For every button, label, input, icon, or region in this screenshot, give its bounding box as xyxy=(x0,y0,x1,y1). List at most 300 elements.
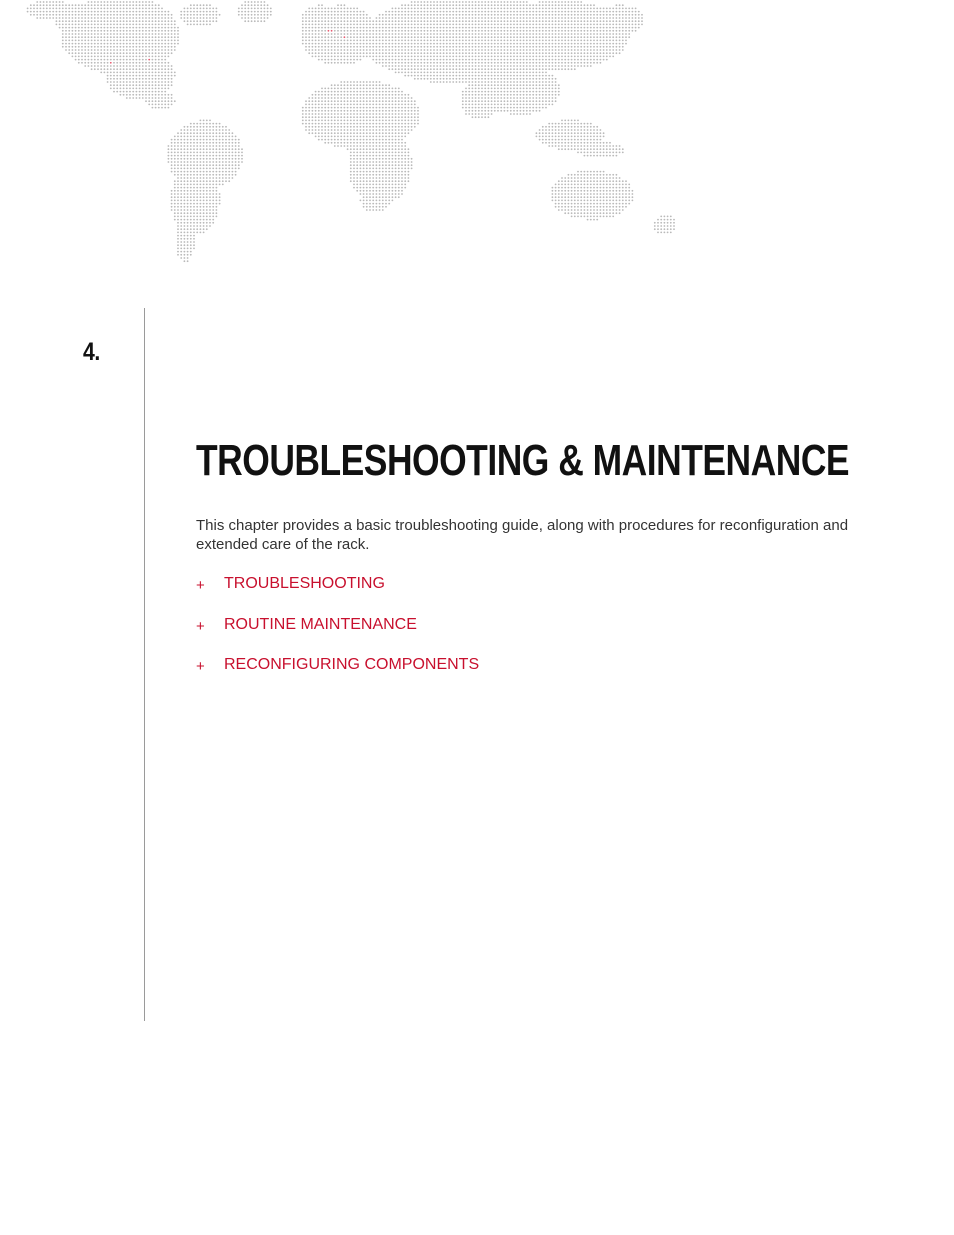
map-dot xyxy=(62,17,64,19)
map-dot xyxy=(72,27,74,29)
map-dot xyxy=(408,72,410,74)
map-dot xyxy=(353,88,355,90)
map-dot xyxy=(526,49,528,51)
map-dot xyxy=(472,27,474,29)
map-dot xyxy=(366,120,368,122)
map-dot xyxy=(340,88,342,90)
map-dot xyxy=(548,30,550,32)
map-dot xyxy=(385,52,387,54)
map-dot xyxy=(452,40,454,42)
map-dot xyxy=(100,40,102,42)
map-dot xyxy=(328,30,330,32)
map-dot xyxy=(526,88,528,90)
map-dot xyxy=(574,139,576,141)
map-dot xyxy=(468,68,470,70)
map-dot xyxy=(168,30,170,32)
map-dot xyxy=(113,36,115,38)
map-dot xyxy=(478,75,480,77)
map-dot xyxy=(174,43,176,45)
map-dot xyxy=(120,75,122,77)
map-dot xyxy=(564,52,566,54)
map-dot xyxy=(593,14,595,16)
map-dot xyxy=(206,145,208,147)
map-dot xyxy=(612,148,614,150)
map-dot xyxy=(561,142,563,144)
map-dot xyxy=(465,27,467,29)
map-dot xyxy=(334,62,336,64)
map-dot xyxy=(520,30,522,32)
map-dot xyxy=(449,75,451,77)
map-dot xyxy=(577,129,579,131)
map-dot xyxy=(574,65,576,67)
map-dot xyxy=(113,1,115,3)
map-dot xyxy=(488,40,490,42)
map-dot xyxy=(430,27,432,29)
map-dot xyxy=(465,72,467,74)
map-dot xyxy=(94,27,96,29)
map-dot xyxy=(561,129,563,131)
map-dot xyxy=(484,24,486,26)
map-dot xyxy=(536,136,538,138)
map-dot xyxy=(219,123,221,125)
map-dot xyxy=(193,123,195,125)
map-dot xyxy=(408,132,410,134)
map-dot xyxy=(145,17,147,19)
map-dot xyxy=(529,4,531,6)
map-dot xyxy=(385,27,387,29)
map-dot xyxy=(440,75,442,77)
map-dot xyxy=(427,65,429,67)
map-dot xyxy=(622,43,624,45)
map-dot xyxy=(340,132,342,134)
map-dot xyxy=(366,164,368,166)
map-dot xyxy=(100,14,102,16)
map-dot xyxy=(488,11,490,13)
map-dot xyxy=(347,62,349,64)
map-dot xyxy=(472,104,474,106)
map-dot xyxy=(184,155,186,157)
map-dot xyxy=(264,11,266,13)
map-dot xyxy=(593,129,595,131)
map-dot xyxy=(574,36,576,38)
map-dot xyxy=(353,132,355,134)
map-dot xyxy=(347,123,349,125)
map-dot xyxy=(369,27,371,29)
map-dot xyxy=(430,65,432,67)
map-dot xyxy=(312,49,314,51)
map-dot xyxy=(392,24,394,26)
map-dot xyxy=(72,52,74,54)
map-dot xyxy=(372,20,374,22)
map-dot xyxy=(33,7,35,9)
map-dot xyxy=(100,46,102,48)
map-dot xyxy=(462,104,464,106)
map-dot xyxy=(481,1,483,3)
map-dot xyxy=(334,97,336,99)
map-dot xyxy=(145,84,147,86)
map-dot xyxy=(136,88,138,90)
map-dot xyxy=(408,161,410,163)
map-dot xyxy=(385,155,387,157)
map-dot xyxy=(484,68,486,70)
map-dot xyxy=(561,120,563,122)
map-dot xyxy=(584,43,586,45)
map-dot xyxy=(574,33,576,35)
map-dot xyxy=(401,62,403,64)
map-dot xyxy=(600,59,602,61)
map-dot xyxy=(523,110,525,112)
map-dot xyxy=(136,75,138,77)
map-dot xyxy=(94,17,96,19)
map-dot xyxy=(504,78,506,80)
map-dot xyxy=(78,14,80,16)
map-dot xyxy=(520,14,522,16)
map-dot xyxy=(94,59,96,61)
map-dot xyxy=(536,132,538,134)
map-dot xyxy=(462,59,464,61)
map-dot xyxy=(158,104,160,106)
map-dot xyxy=(523,27,525,29)
map-dot xyxy=(459,36,461,38)
map-dot xyxy=(500,59,502,61)
map-dot xyxy=(558,132,560,134)
map-dot xyxy=(494,43,496,45)
map-dot xyxy=(360,120,362,122)
map-dot xyxy=(312,52,314,54)
map-dot xyxy=(475,68,477,70)
map-dot xyxy=(577,52,579,54)
map-dot xyxy=(190,24,192,26)
map-dot xyxy=(379,100,381,102)
map-dot xyxy=(587,56,589,58)
map-dot xyxy=(203,7,205,9)
map-dot xyxy=(500,75,502,77)
map-dot xyxy=(449,43,451,45)
map-dot xyxy=(129,27,131,29)
map-dot xyxy=(193,20,195,22)
map-dot xyxy=(619,33,621,35)
map-dot xyxy=(558,59,560,61)
map-dot xyxy=(561,62,563,64)
map-dot xyxy=(235,142,237,144)
map-dot xyxy=(190,142,192,144)
map-dot xyxy=(596,136,598,138)
map-dot xyxy=(120,27,122,29)
map-dot xyxy=(88,40,90,42)
map-dot xyxy=(123,27,125,29)
map-dot xyxy=(203,164,205,166)
map-dot xyxy=(494,7,496,9)
map-dot xyxy=(417,24,419,26)
map-dot xyxy=(590,20,592,22)
map-dot xyxy=(459,49,461,51)
map-dot xyxy=(139,43,141,45)
map-dot xyxy=(75,43,77,45)
map-dot xyxy=(529,68,531,70)
map-dot xyxy=(97,49,99,51)
map-dot xyxy=(612,24,614,26)
map-dot xyxy=(97,4,99,6)
map-dot xyxy=(196,139,198,141)
map-dot xyxy=(465,62,467,64)
map-dot xyxy=(145,14,147,16)
map-dot xyxy=(350,100,352,102)
map-dot xyxy=(408,107,410,109)
map-dot xyxy=(94,49,96,51)
map-dot xyxy=(203,139,205,141)
map-dot xyxy=(110,36,112,38)
map-dot xyxy=(571,7,573,9)
map-dot xyxy=(542,27,544,29)
map-dot xyxy=(129,1,131,3)
map-dot xyxy=(225,155,227,157)
map-dot xyxy=(78,20,80,22)
map-dot xyxy=(619,145,621,147)
map-dot xyxy=(324,104,326,106)
map-dot xyxy=(619,152,621,154)
map-dot xyxy=(232,136,234,138)
map-dot xyxy=(500,65,502,67)
map-dot xyxy=(168,145,170,147)
map-dot xyxy=(427,14,429,16)
map-dot xyxy=(404,4,406,6)
map-dot xyxy=(81,36,83,38)
map-dot xyxy=(568,17,570,19)
map-dot xyxy=(500,110,502,112)
map-dot xyxy=(395,107,397,109)
map-dot xyxy=(52,1,54,3)
map-dot xyxy=(484,7,486,9)
map-dot xyxy=(475,49,477,51)
map-dot xyxy=(417,107,419,109)
map-dot xyxy=(593,171,595,173)
map-dot xyxy=(72,36,74,38)
map-dot xyxy=(132,94,134,96)
map-dot xyxy=(350,171,352,173)
map-dot xyxy=(267,17,269,19)
map-dot xyxy=(107,24,109,26)
map-dot xyxy=(555,11,557,13)
map-dot xyxy=(254,20,256,22)
map-dot xyxy=(500,78,502,80)
map-dot xyxy=(68,7,70,9)
map-dot xyxy=(324,107,326,109)
map-dot xyxy=(622,148,624,150)
map-dot xyxy=(164,24,166,26)
map-dot xyxy=(318,33,320,35)
map-dot xyxy=(577,20,579,22)
map-dot xyxy=(302,110,304,112)
map-dot xyxy=(468,110,470,112)
map-dot xyxy=(520,72,522,74)
map-dot xyxy=(152,62,154,64)
map-dot xyxy=(462,72,464,74)
map-dot xyxy=(603,132,605,134)
map-dot xyxy=(401,59,403,61)
map-dot xyxy=(30,11,32,13)
map-dot xyxy=(555,136,557,138)
map-dot xyxy=(382,123,384,125)
map-dot xyxy=(529,36,531,38)
map-dot xyxy=(376,94,378,96)
map-dot xyxy=(158,20,160,22)
map-dot xyxy=(161,14,163,16)
map-dot xyxy=(587,132,589,134)
map-dot xyxy=(324,113,326,115)
map-dot xyxy=(318,139,320,141)
map-dot xyxy=(75,52,77,54)
map-dot xyxy=(353,116,355,118)
map-dot xyxy=(577,145,579,147)
map-dot xyxy=(321,132,323,134)
map-dot xyxy=(593,59,595,61)
map-dot xyxy=(459,75,461,77)
map-dot xyxy=(385,40,387,42)
map-dot xyxy=(81,14,83,16)
map-dot xyxy=(392,36,394,38)
map-dot xyxy=(334,136,336,138)
map-dot xyxy=(532,62,534,64)
map-dot xyxy=(513,97,515,99)
map-dot xyxy=(600,139,602,141)
map-dot xyxy=(401,30,403,32)
map-dot xyxy=(196,11,198,13)
map-dot xyxy=(328,11,330,13)
map-dot xyxy=(584,56,586,58)
map-dot xyxy=(142,68,144,70)
map-dot xyxy=(414,68,416,70)
map-dot xyxy=(372,113,374,115)
map-dot xyxy=(267,11,269,13)
map-dot xyxy=(436,33,438,35)
map-dot xyxy=(600,62,602,64)
map-dot xyxy=(164,75,166,77)
map-dot xyxy=(46,11,48,13)
map-dot xyxy=(513,62,515,64)
map-dot xyxy=(324,56,326,58)
map-dot xyxy=(318,113,320,115)
map-dot xyxy=(420,46,422,48)
map-dot xyxy=(142,81,144,83)
map-dot xyxy=(120,78,122,80)
map-dot xyxy=(350,84,352,86)
map-dot xyxy=(324,100,326,102)
map-dot xyxy=(120,4,122,6)
map-dot xyxy=(555,36,557,38)
map-dot xyxy=(132,20,134,22)
map-dot xyxy=(622,152,624,154)
map-dot xyxy=(491,30,493,32)
map-dot xyxy=(564,126,566,128)
map-dot xyxy=(606,27,608,29)
map-dot xyxy=(516,56,518,58)
map-dot xyxy=(398,110,400,112)
map-dot xyxy=(161,59,163,61)
map-dot xyxy=(72,33,74,35)
map-dot xyxy=(520,43,522,45)
map-dot xyxy=(510,27,512,29)
map-dot xyxy=(161,27,163,29)
map-dot xyxy=(475,24,477,26)
map-dot xyxy=(459,33,461,35)
map-dot xyxy=(216,142,218,144)
map-dot xyxy=(516,1,518,3)
map-dot xyxy=(132,14,134,16)
map-dot xyxy=(174,40,176,42)
map-dot xyxy=(411,62,413,64)
map-dot xyxy=(356,46,358,48)
map-dot xyxy=(305,17,307,19)
map-dot xyxy=(120,84,122,86)
map-dot xyxy=(491,107,493,109)
map-dot xyxy=(491,17,493,19)
map-dot xyxy=(360,168,362,170)
map-dot xyxy=(510,65,512,67)
map-dot xyxy=(468,65,470,67)
map-dot xyxy=(302,17,304,19)
map-dot xyxy=(420,4,422,6)
map-dot xyxy=(148,62,150,64)
map-dot xyxy=(456,33,458,35)
map-dot xyxy=(136,52,138,54)
map-dot xyxy=(414,113,416,115)
map-dot xyxy=(148,100,150,102)
map-dot xyxy=(62,4,64,6)
map-dot xyxy=(587,142,589,144)
map-dot xyxy=(587,24,589,26)
map-dot xyxy=(481,94,483,96)
map-dot xyxy=(164,17,166,19)
map-dot xyxy=(420,20,422,22)
map-dot xyxy=(580,40,582,42)
map-dot xyxy=(78,24,80,26)
map-dot xyxy=(206,148,208,150)
map-dot xyxy=(568,129,570,131)
map-dot xyxy=(411,4,413,6)
map-dot xyxy=(462,97,464,99)
map-dot xyxy=(369,129,371,131)
map-dot xyxy=(443,56,445,58)
map-dot xyxy=(337,136,339,138)
map-dot xyxy=(603,24,605,26)
map-dot xyxy=(308,33,310,35)
map-dot xyxy=(484,113,486,115)
map-dot xyxy=(196,171,198,173)
map-dot xyxy=(164,43,166,45)
map-dot xyxy=(404,52,406,54)
map-dot xyxy=(446,75,448,77)
map-dot xyxy=(360,40,362,42)
map-dot xyxy=(379,168,381,170)
map-dot xyxy=(398,59,400,61)
map-dot xyxy=(577,49,579,51)
map-dot xyxy=(120,72,122,74)
map-dot xyxy=(497,56,499,58)
map-dot xyxy=(379,36,381,38)
map-dot xyxy=(385,20,387,22)
map-dot xyxy=(542,100,544,102)
map-dot xyxy=(532,78,534,80)
map-dot xyxy=(491,4,493,6)
map-dot xyxy=(43,11,45,13)
map-dot xyxy=(62,11,64,13)
map-dot xyxy=(200,132,202,134)
map-dot xyxy=(264,4,266,6)
map-dot xyxy=(155,104,157,106)
map-dot xyxy=(238,164,240,166)
map-dot xyxy=(148,104,150,106)
map-dot xyxy=(97,30,99,32)
